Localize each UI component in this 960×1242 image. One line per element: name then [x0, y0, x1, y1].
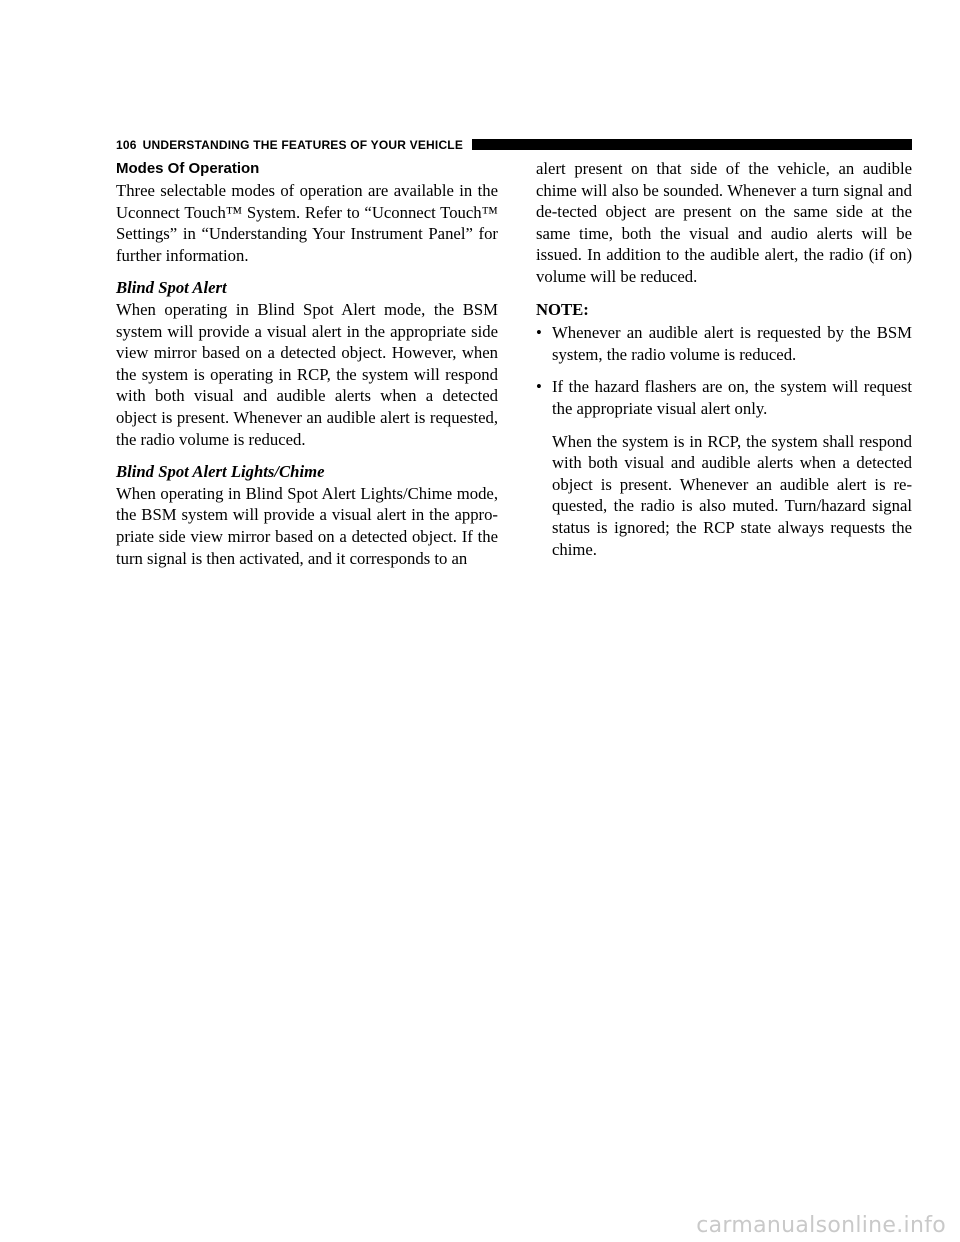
bullet-text: Whenever an audible alert is requested by the BSM system, the radio volume is reduced.	[552, 323, 912, 364]
section-heading: Modes Of Operation	[116, 160, 260, 177]
right-column	[536, 158, 912, 571]
blind-spot-alert-body: When operating in Blind Spot Alert mode, the BSM system will provide a visual alert in the appropriate side view mirror based on a detected object. However, when the system is operating in RCP, the system will respond with both visual and audible alerts when a detected object is present. Whenever an audible alert is requested, the radio volume is reduced.	[116, 299, 498, 449]
watermark: carmanualsonline.info	[696, 1213, 946, 1238]
note-label: NOTE:	[536, 299, 589, 319]
list-item	[536, 322, 912, 365]
lights-chime-title: Blind Spot Alert Lights/Chime	[116, 462, 325, 482]
bullet-icon: •	[536, 323, 542, 343]
header-rule-bar	[472, 139, 912, 150]
blind-spot-alert-title: Blind Spot Alert	[116, 278, 227, 298]
running-head-title: UNDERSTANDING THE FEATURES OF YOUR VEHICLE	[142, 137, 464, 152]
lights-chime-body: When operating in Blind Spot Alert Lights/Chime mode, the BSM system will provide a visual alert in the appro-priate side view mirror based on a detected object. If the turn signal is then activated, and it corresponds to an	[116, 483, 498, 568]
left-column	[116, 158, 498, 580]
rcp-note-paragraph: When the system is in RCP, the system shall respond with both visual and audible alerts when a detected object is present. Whenever an audible alert is re-quested, the radio is also muted. Turn/hazard signal status is ignored; the RCP state always requests the chime.	[552, 431, 912, 559]
continuation-paragraph: alert present on that side of the vehicle, an audible chime will also be sounded. Whenever a turn signal and de-tected object are present on the same side at the same time, both the visual and audio alerts will be issued. In addition to the audible alert, the radio (if on) volume will be reduced.	[536, 159, 912, 286]
list-item	[536, 376, 912, 419]
page-number: 106	[116, 137, 137, 152]
bullet-text: If the hazard flashers are on, the system will request the appropriate visual alert only.	[552, 377, 912, 418]
running-header	[116, 136, 912, 153]
bullet-icon: •	[536, 377, 542, 397]
intro-paragraph: Three selectable modes of operation are available in the Uconnect Touch™ System. Refer to “Uconnect Touch™ Settings” in “Understanding Your Instrument Panel” for further information.	[116, 181, 498, 265]
